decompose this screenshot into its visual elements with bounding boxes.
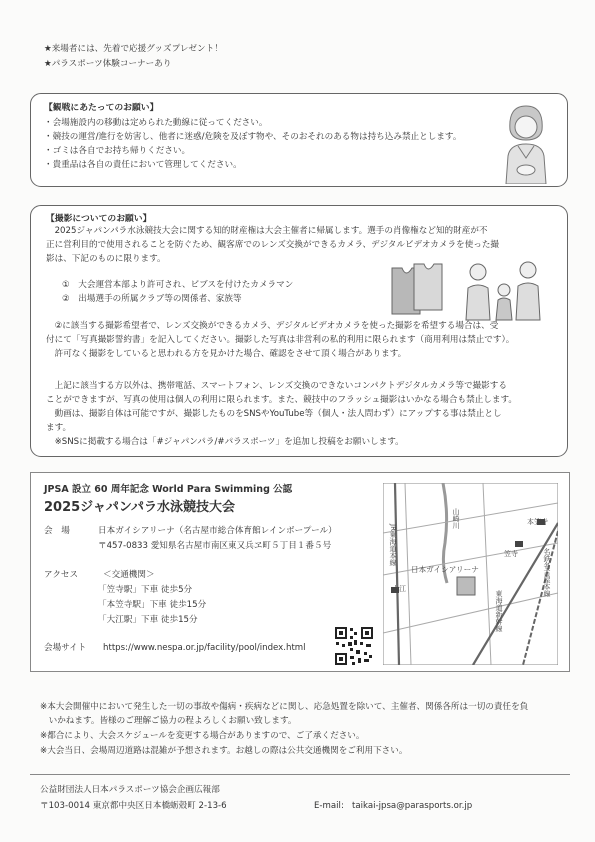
photo-para3-line: 上記に該当する方以外は、携帯電話、スマートフォン、レンズ交換のできないコンパクトデジタルカメラ等で撮影する xyxy=(46,381,507,391)
viewing-header: 【観戦にあたってのお願い】 xyxy=(44,103,159,113)
photo-allowed-item: ① 大会運営本部より許可され、ビブスを付けたカメラマン xyxy=(62,280,294,290)
site-label: 会場サイト xyxy=(44,643,87,653)
map-label-meitetsu: 名鉄名古屋本線 xyxy=(543,548,551,597)
photo-para3-line: ます。 xyxy=(46,423,72,433)
qr-code-icon[interactable] xyxy=(334,626,374,666)
photo-para1-line: 正に営利目的で使用されることを防ぐため、観客席でのレンズ交換ができるカメラ、デジタルビデオカメラを使った撮 xyxy=(46,240,500,250)
bibs-icon xyxy=(392,264,442,314)
venue-address: 〒457-0833 愛知県名古屋市南区東又兵ヱ町５丁目１番５号 xyxy=(98,541,332,551)
access-line: 「笠寺駅」下車 徒歩5分 xyxy=(98,585,193,595)
venue-name: 日本ガイシアリーナ（名古屋市総合体育館レインボープール） xyxy=(98,526,337,536)
viewing-item: ・ゴミは各自でお持ち帰りください。 xyxy=(44,146,191,156)
footer-email[interactable]: taikai-jpsa@parasports.or.jp xyxy=(352,801,473,811)
footer-org: 公益財団法人日本パラスポーツ協会企画広報部 xyxy=(40,785,220,795)
staff-woman-illustration xyxy=(496,100,556,184)
photo-header: 【撮影についてのお願い】 xyxy=(46,214,152,224)
footer-address: 〒103-0014 東京都中央区日本橋蛎殻町 2-13-6 xyxy=(40,801,227,811)
photo-allowed-item: ② 出場選手の所属クラブ等の関係者、家族等 xyxy=(62,294,242,304)
event-subtitle: JPSA 設立 60 周年記念 World Para Swimming 公認 xyxy=(44,484,293,495)
photo-sns-note: ※SNSに掲載する場合は「#ジャパンパラ/#パラスポーツ」を追加し投稿をお願いします。 xyxy=(46,437,404,447)
disclaimer-line: いかねます。皆様のご理解ご協力の程よろしくお願い致します。 xyxy=(40,716,297,726)
map-label-motokasadera: 本笠寺 xyxy=(527,518,548,526)
photo-para1-line: 影は、下記のものに限ります。 xyxy=(46,254,166,264)
photo-para1-line: 2025ジャパンパラ水泳競技大会に関する知的財産権は大会主催者に帰属します。選手の肖像権など知的財産が不 xyxy=(46,226,488,236)
disclaimer-line: ※本大会開催中において発生した一切の事故や傷病・疾病などに関し、応急処置を除いて、主催者、関係各所は一切の責任を負 xyxy=(40,702,529,712)
access-header: ＜交通機関＞ xyxy=(103,570,155,580)
access-label: アクセス xyxy=(44,570,79,580)
traffic-note: ※大会当日、会場周辺道路は混雑が予想されます。お越しの際は公共交通機関をご利用下さい。 xyxy=(40,746,408,756)
map-label-tokaido: 東海道新幹線 xyxy=(495,590,503,632)
map-label-kasadera: 笠寺 xyxy=(504,550,518,558)
photo-para2-line: 許可なく撮影をしていると思われる方を見かけた場合、確認をさせて頂く場合があります。 xyxy=(46,349,407,359)
map-label-jr: JR東海道本線 xyxy=(389,524,397,566)
photo-illustration xyxy=(386,258,554,322)
arena-marker xyxy=(457,577,475,595)
event-title: 2025ジャパンパラ水泳競技大会 xyxy=(44,500,236,515)
family-icon xyxy=(466,262,540,320)
photo-para2-line: ②に該当する撮影希望者で、レンズ交換ができるカメラ、デジタルビデオカメラを使った撮影を希望する場合は、受 xyxy=(46,321,499,331)
access-line: 「本笠寺駅」下車 徒歩15分 xyxy=(98,600,207,610)
photo-para2-line: 付にて「写真撮影誓約書」を記入してください。撮影した写真は非営利の私的利用に限られます（商用利用は禁止です）。 xyxy=(46,335,515,345)
map-label-arena: 日本ガイシアリーナ xyxy=(411,565,479,574)
kasadera-station-marker xyxy=(515,541,523,547)
site-url[interactable]: https://www.nespa.or.jp/facility/pool/index.html xyxy=(103,643,306,653)
footer-divider xyxy=(30,774,570,775)
access-line: 「大江駅」下車 徒歩15分 xyxy=(98,615,198,625)
photo-para3-line: 動画は、撮影自体は可能ですが、撮影したものをSNSやYouTube等（個人・法人問わず）にアップする事は禁止とし xyxy=(46,409,502,419)
map-label-oe: 大江 xyxy=(392,585,406,593)
intro-gift: ★来場者には、先着で応援グッズプレゼント！ xyxy=(44,44,223,54)
viewing-item: ・競技の運営/進行を妨害し、他者に迷惑/危険を及ぼす物や、そのおそれのある物は持ち込み禁止とします。 xyxy=(44,132,462,142)
footer-email-label: E-mail: xyxy=(314,801,344,811)
intro-experience: ★パラスポーツ体験コーナーあり xyxy=(44,59,172,69)
photo-para3-line: ことができますが、写真の使用は個人の利用に限られます。また、競技中のフラッシュ撮影はいかなる場合も禁止します。 xyxy=(46,395,517,405)
schedule-note: ※都合により、大会スケジュールを変更する場合がありますので、ご了承ください。 xyxy=(40,731,365,741)
map-label-yamazaki: 山崎川 xyxy=(452,508,460,529)
venue-label: 会 場 xyxy=(44,526,70,536)
viewing-item: ・貴重品は各自の責任において管理してください。 xyxy=(44,160,242,170)
viewing-item: ・会場施設内の移動は定められた動線に従ってください。 xyxy=(44,118,268,128)
